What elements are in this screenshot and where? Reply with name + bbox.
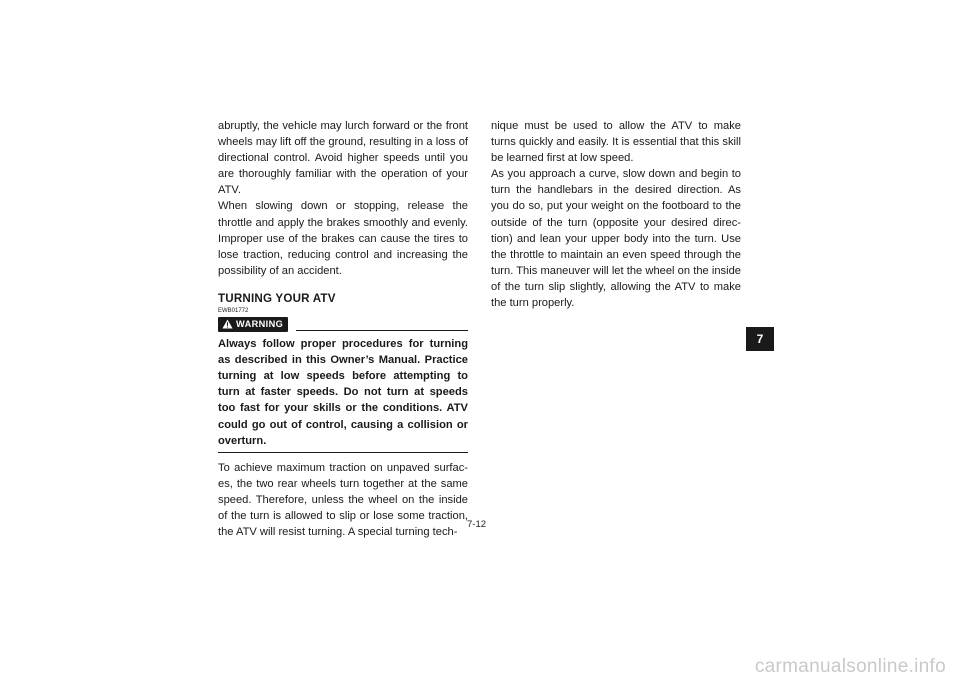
- warning-bottom-rule: [218, 452, 468, 453]
- right-para-1: nique must be used to allow the ATV to make turns quickly and easily. It is essential that this skill be learned first at low speed.: [491, 120, 741, 165]
- left-para-1: abruptly, the vehicle may lurch forward or the front wheels may lift off the ground, resulting in a loss of directional control. Avoid higher speeds until you are thoroughly familiar with the operation of your ATV.: [218, 120, 468, 197]
- left-para-2: When slowing down or stopping, release the throttle and apply the brakes smoothly and evenly. Improper use of the brakes can cause the tires to lose traction, reducing control and increasing the possibility of an accident.: [218, 200, 468, 277]
- section-heading: TURNING YOUR ATV: [218, 291, 336, 305]
- warning-top-rule: [296, 330, 468, 331]
- left-column: [218, 118, 468, 540]
- right-column: [491, 118, 741, 311]
- page-number: 7-12: [467, 519, 487, 530]
- chapter-tab: 7: [746, 327, 774, 351]
- warning-label: WARNING: [236, 318, 284, 329]
- warning-text: Always follow proper procedures for turning as described in this Owner’s Manual. Practice turning at low speeds before attempting to turn at faster speeds. Do not turn at speeds too fast for your skills or the conditions. ATV could go out of control, causing a collision or overturn.: [218, 338, 468, 447]
- warning-badge: [218, 317, 288, 332]
- warning-header: [218, 316, 468, 332]
- right-para-2: As you approach a curve, slow down and begin to turn the handlebars in the desired direction. As you do so, put your weight on the footboard to the outside of the turn (opposite your desired direc-tion) and lean your upper body into the turn. Use the throttle to maintain an even speed through the turn. This maneuver will let the wheel on the inside of the turn slip slightly, allowing the ATV to make the turn properly.: [491, 168, 741, 310]
- warning-triangle-icon: [222, 319, 233, 329]
- warning-code: EWB01772: [218, 308, 249, 315]
- watermark-text: carmanualsonline.info: [754, 656, 946, 677]
- left-para-3: To achieve maximum traction on unpaved surfac-es, the two rear wheels turn together at the same speed. Therefore, unless the wheel on the inside of the turn is allowed to slip or lose some traction, the ATV will resist turning. A special turning tech-: [218, 461, 468, 539]
